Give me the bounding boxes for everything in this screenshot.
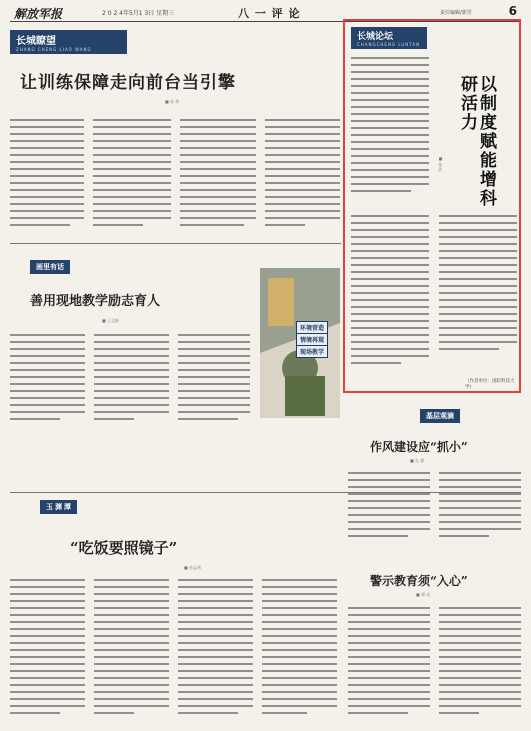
page-number: 6 [508,4,517,18]
lead-article-byline: ■ 苏 伟 [165,99,180,104]
section-divider [10,243,341,244]
column-three-body [10,575,340,725]
illustration-tag-3: 现场教学 [296,345,328,358]
feature-text-lines [351,53,429,203]
newspaper-name: 解放军报 [14,7,63,21]
column-name: 长城论坛 [357,31,394,41]
right-two-title: 警示教育须“入心” [370,574,468,588]
feature-article-footer: （作者单位：国防科技大学） [465,379,515,390]
right-one-text-lines [348,468,521,546]
lead-article-title: 让训练保障走向前台当引擎 [20,73,236,93]
column-banner-jiceng-guandi: 基层观滴 [420,409,460,423]
date-line: 2 0 2 4年5月1 3日 星期三 [102,10,175,17]
column-one-body [10,330,250,430]
right-one-body [348,468,521,546]
feature-article-body-col2 [351,211,517,371]
column-banner-changcheng-luntan: 长城论坛 CHANGCHENG LUNTAN [351,27,427,49]
column-banner-changcheng-liaowang: 长城瞭望 ZHANG CHENG LIAO WANG [10,30,127,54]
feature-article-body-col1 [351,53,429,203]
feature-article-byline: ■ 张 武 [438,156,443,172]
lead-article-body [10,115,340,237]
column-banner-huali-youhua: 画里有话 [30,260,70,274]
column-one-text-lines [10,330,250,430]
column-banner-yuyuantan: 玉 渊 潭 [40,500,77,514]
illustration-tag-2: 情境再现 [296,333,328,346]
lead-article-text-lines [10,115,340,237]
right-two-byline: ■ 郑 宏 [416,592,431,597]
right-one-byline: ■ 孔 毅 [410,458,425,463]
column-one-byline: ■ 王文彬 [102,318,120,323]
highlighted-feature-article [343,19,521,393]
editor-line: 责任编辑/郭雪 [440,10,472,16]
right-two-text-lines [348,603,521,723]
column-three-text-lines [10,575,340,725]
column-three-byline: ■ 孙孟伟 [184,565,202,570]
feature-article-title: 以制度赋能增科研活力 [457,75,496,208]
column-name: 长城瞭望 [16,36,56,47]
right-one-title: 作风建设应“抓小” [370,440,468,454]
column-three-title: “吃饭要照镜子” [70,539,178,557]
section-title: 八 一 评 论 [238,7,301,20]
illustration-tag-1: 环境营造 [296,321,328,334]
feature-text-lines-lower [351,211,517,371]
column-one-title: 善用现地教学励志育人 [30,294,161,309]
right-two-body [348,603,521,723]
